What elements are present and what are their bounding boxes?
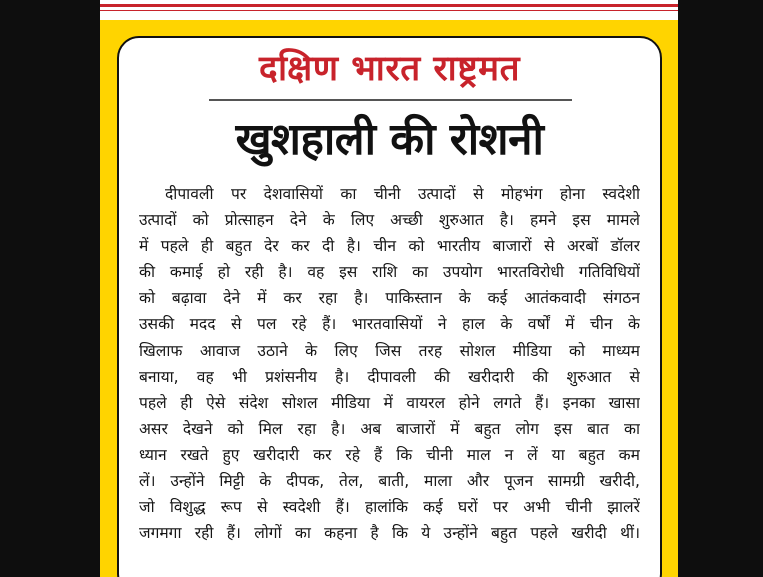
body-line: पहले ही ऐसे संदेश सोशल मीडिया में वायरल होने लगते हैं। इनका खासा — [139, 393, 640, 412]
editorial-card — [117, 36, 662, 577]
masthead-divider — [209, 99, 572, 101]
body-line: लें। उन्होंने मिट्टी के दीपक, तेल, बाती, माला और पूजन सामग्री खरीदी, — [139, 472, 640, 491]
body-line: को बढ़ावा देने में कर रहा है। पाकिस्तान के कई आतंकवादी संगठन — [139, 289, 640, 308]
top-rule-thin — [100, 10, 678, 11]
body-line: जगमगा रही हैं। लोगों का कहना है कि ये उन्होंने बहुत पहले खरीदी थीं। — [139, 524, 640, 543]
body-line: में पहले ही बहुत देर कर दी है। चीन को भारतीय बाजारों से अरबों डॉलर — [139, 237, 640, 256]
body-line: ध्यान रखते हुए खरीदारी कर रहे हैं कि चीनी माल न लें या बहुत कम — [139, 445, 640, 464]
body-line: जो विशुद्ध रूप से स्वदेशी हैं। हालांकि कई घरों पर अभी चीनी झालरें — [139, 498, 640, 517]
body-line: की कमाई हो रही है। वह इस राशि का उपयोग भारतविरोधी गतिविधियों — [139, 263, 640, 282]
headline: खुशहाली की रोशनी — [235, 114, 544, 165]
article-body — [139, 181, 640, 546]
masthead-title: दक्षिण भारत राष्ट्रमत — [258, 49, 521, 89]
body-line: उत्पादों को प्रोत्साहन देने के लिए अच्छी शुरुआत है। हमने इस मामले — [139, 211, 640, 230]
body-line: बनाया, वह भी प्रशंसनीय है। दीपावली की खरीदारी की शुरुआत से — [139, 367, 640, 386]
top-rule-strip — [100, 0, 678, 20]
body-line: असर देखने को मिल रहा है। अब बाजारों में बहुत लोग इस बात का — [139, 419, 640, 438]
body-line: खिलाफ आवाज उठाने के लिए जिस तरह सोशल मीडिया को माध्यम — [139, 341, 640, 360]
top-rule-thick — [100, 4, 678, 7]
body-line: उसकी मदद से पल रहे हैं। भारतवासियों ने हाल के वर्षों में चीन के — [139, 315, 640, 334]
body-line: दीपावली पर देशवासियों का चीनी उत्पादों से मोहभंग होना स्वदेशी — [165, 185, 640, 203]
